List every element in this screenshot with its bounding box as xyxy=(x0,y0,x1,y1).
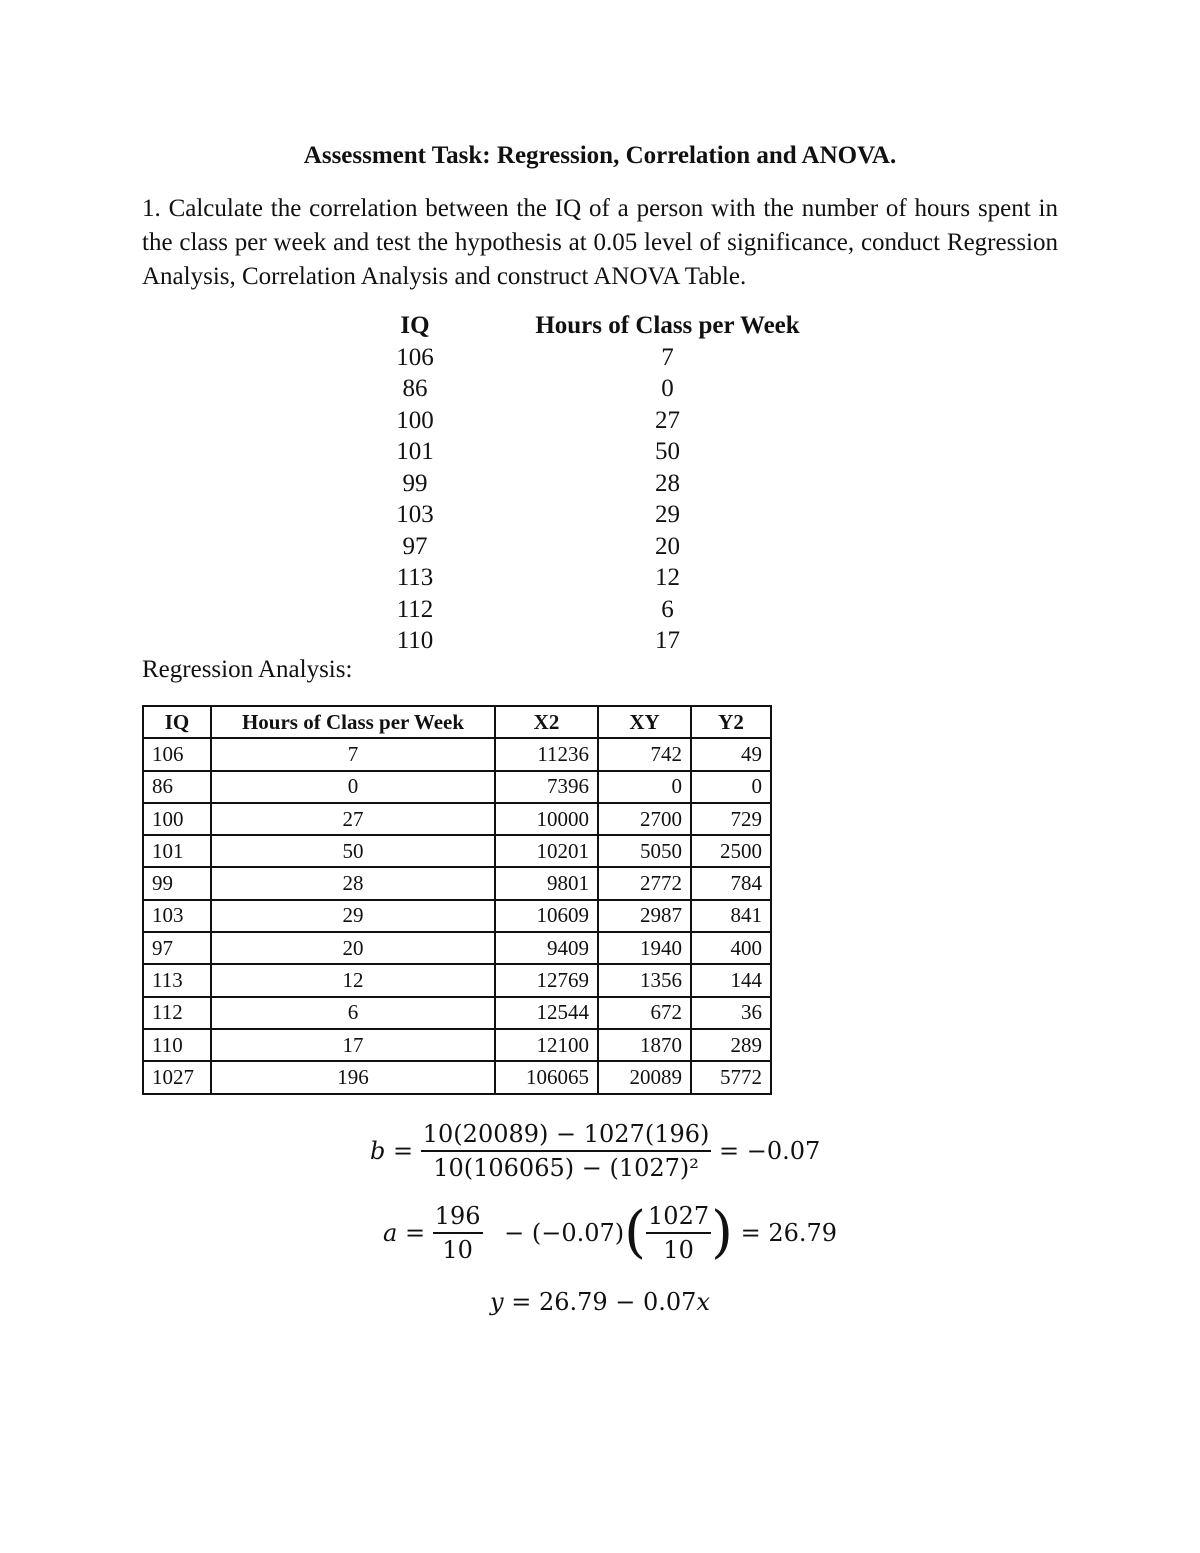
table-cell: 97 xyxy=(143,932,211,964)
table-cell: 50 xyxy=(211,835,495,867)
table-cell: 17 xyxy=(211,1029,495,1061)
table-cell: 99 xyxy=(143,867,211,899)
table-row xyxy=(143,964,771,996)
table-cell: 112 xyxy=(143,997,211,1029)
question-text: 1. Calculate the correlation between the IQ of a person with the number of hours spent in the class per week and test the hypothesis at 0.05 level of significance, conduct Regression Analysis, Correlation Analysis and construct ANOVA Table. xyxy=(142,195,1058,290)
formula-b-var: b xyxy=(370,1137,386,1165)
list-item: 97 20 xyxy=(402,532,680,560)
table-cell: 2772 xyxy=(598,867,691,899)
table-cell: 100 xyxy=(143,803,211,835)
table-cell: 7 xyxy=(211,738,495,770)
table-row xyxy=(143,835,771,867)
col-hours: Hours of Class per Week xyxy=(211,706,495,738)
table-cell: 5772 xyxy=(691,1061,771,1093)
table-cell: 113 xyxy=(143,964,211,996)
table-cell: 729 xyxy=(691,803,771,835)
regression-label: Regression Analysis: xyxy=(142,656,353,683)
formula-a-fraction-1: $\frac{196}{10}$ xyxy=(434,1202,481,1264)
table-cell: 103 xyxy=(143,900,211,932)
table-cell: 1940 xyxy=(598,932,691,964)
table-cell: 0 xyxy=(598,771,691,803)
col-x2: X2 xyxy=(495,706,598,738)
regression-table-body xyxy=(143,738,771,1093)
table-cell: 742 xyxy=(598,738,691,770)
list-item: 106 7 xyxy=(396,343,674,371)
table-row xyxy=(143,867,771,899)
table-cell: 7396 xyxy=(495,771,598,803)
table-cell: 106065 xyxy=(495,1061,598,1093)
data-list xyxy=(300,310,900,657)
table-cell: 110 xyxy=(143,1029,211,1061)
table-cell: 12100 xyxy=(495,1029,598,1061)
table-cell: 672 xyxy=(598,997,691,1029)
table-cell: 12769 xyxy=(495,964,598,996)
table-cell: 86 xyxy=(143,771,211,803)
list-item: 113 12 xyxy=(396,564,680,591)
table-cell: 11236 xyxy=(495,738,598,770)
data-list-header xyxy=(300,310,900,342)
table-row xyxy=(143,738,771,770)
table-cell: 196 xyxy=(211,1061,495,1093)
table-cell: 2987 xyxy=(598,900,691,932)
table-cell: 106 xyxy=(143,738,211,770)
table-cell: 20 xyxy=(211,932,495,964)
header-iq: IQ xyxy=(400,312,430,339)
formula-y: y = 26.79 − 0.07x xyxy=(490,1288,710,1316)
table-row xyxy=(143,771,771,803)
table-cell: 10609 xyxy=(495,900,598,932)
col-iq: IQ xyxy=(143,706,211,738)
table-cell: 289 xyxy=(691,1029,771,1061)
table-cell: 1356 xyxy=(598,964,691,996)
table-cell: 29 xyxy=(211,900,495,932)
table-cell: 400 xyxy=(691,932,771,964)
table-cell: 1870 xyxy=(598,1029,691,1061)
col-xy: XY xyxy=(598,706,691,738)
table-header-row xyxy=(143,706,771,738)
table-cell: 2500 xyxy=(691,835,771,867)
document-title: Assessment Task: Regression, Correlation and ANOVA. xyxy=(303,142,897,169)
table-cell: 12 xyxy=(211,964,495,996)
formula-b: b = $\frac{10(20089) - 1027(196)}{\text{10(106065) − (1027)²}}$ = −0.07 xyxy=(370,1120,821,1182)
table-cell: 784 xyxy=(691,867,771,899)
table-cell: 0 xyxy=(211,771,495,803)
table-row xyxy=(143,997,771,1029)
table-row xyxy=(143,1029,771,1061)
table-cell: 5050 xyxy=(598,835,691,867)
table-cell: 0 xyxy=(691,771,771,803)
table-cell: 1027 xyxy=(143,1061,211,1093)
formula-b-fraction xyxy=(421,1120,712,1182)
list-item: 100 27 xyxy=(396,406,680,434)
formula-a: a = $\frac{196}{10}$ − (−0.07)( $\frac{1027}{10}$ ) = 26.79 xyxy=(383,1200,838,1265)
table-cell: 841 xyxy=(691,900,771,932)
table-cell: 2700 xyxy=(598,803,691,835)
formula-b-numerator: 10(20089) − 1027(196) xyxy=(422,1120,710,1148)
list-item: 101 50 xyxy=(396,438,680,465)
table-cell: 9801 xyxy=(495,867,598,899)
table-cell: 12544 xyxy=(495,997,598,1029)
list-item: 86 0 xyxy=(402,375,674,402)
regression-table xyxy=(142,705,772,1095)
list-item: 112 6 xyxy=(396,595,674,623)
formula-a-result: = 26.79 xyxy=(740,1219,838,1247)
formula-b-result: = −0.07 xyxy=(719,1137,821,1165)
table-row xyxy=(143,803,771,835)
table-cell: 6 xyxy=(211,997,495,1029)
table-cell: 101 xyxy=(143,835,211,867)
header-hours: Hours of Class per Week xyxy=(535,312,800,339)
table-cell: 9409 xyxy=(495,932,598,964)
table-cell: 49 xyxy=(691,738,771,770)
table-row xyxy=(143,932,771,964)
table-row xyxy=(143,900,771,932)
list-item: 110 17 xyxy=(396,627,680,654)
formula-a-fraction-2: $\frac{1027}{10}$ xyxy=(648,1202,710,1264)
table-total-row xyxy=(143,1061,771,1093)
formula-b-denominator: 10(106065) − (1027)² xyxy=(421,1150,712,1182)
list-item: 99 28 xyxy=(402,469,680,497)
formula-a-var: a xyxy=(383,1219,398,1247)
table-cell: 36 xyxy=(691,997,771,1029)
table-cell: 10201 xyxy=(495,835,598,867)
col-y2: Y2 xyxy=(691,706,771,738)
table-cell: 27 xyxy=(211,803,495,835)
table-cell: 144 xyxy=(691,964,771,996)
table-cell: 10000 xyxy=(495,803,598,835)
table-cell: 20089 xyxy=(598,1061,691,1093)
table-cell: 28 xyxy=(211,867,495,899)
list-item: 103 29 xyxy=(396,501,680,528)
